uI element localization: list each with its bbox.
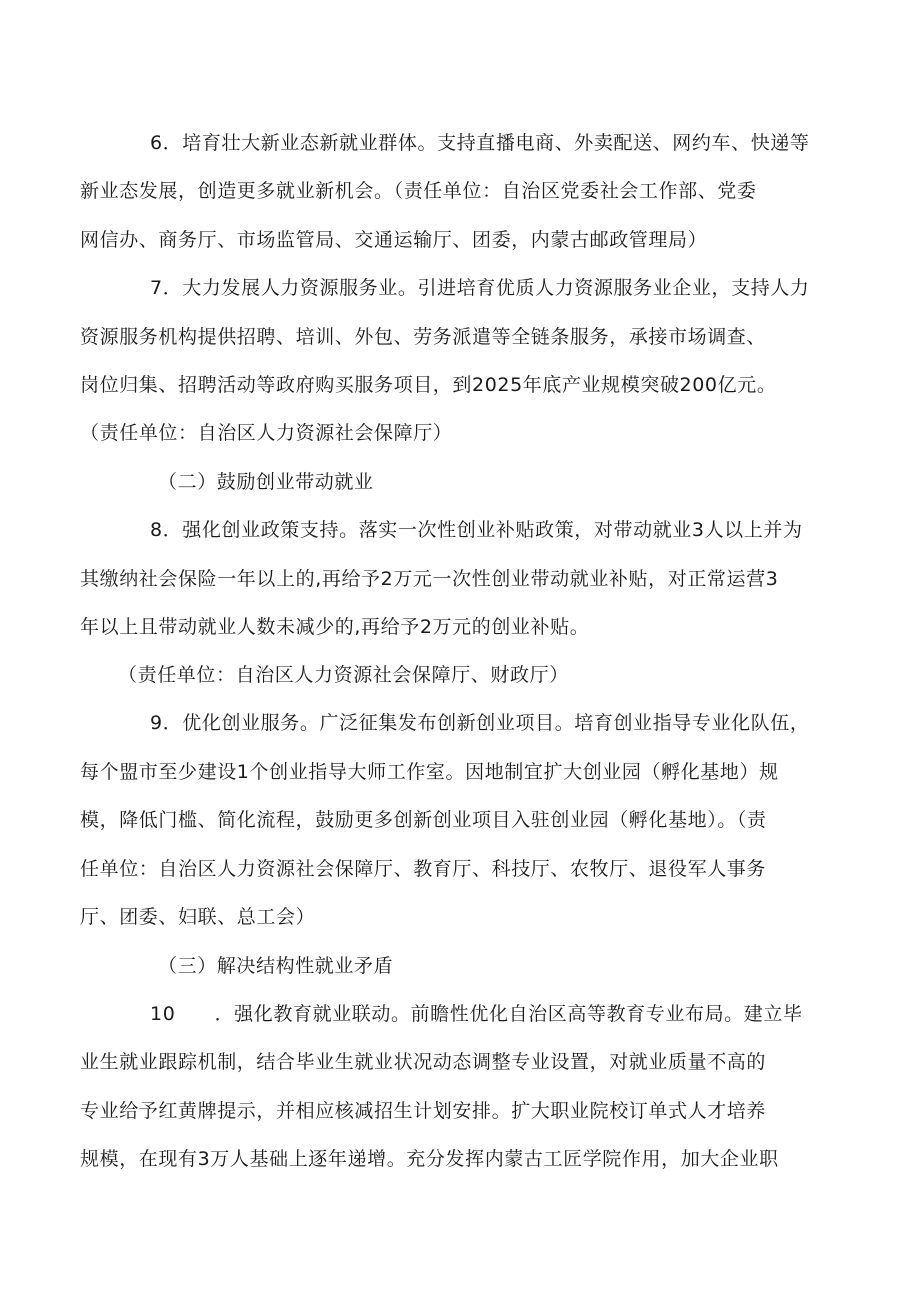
paragraph-6-line-2: 新业态发展，创造更多就业新机会。（责任单位：自治区党委社会工作部、党委 <box>80 180 757 202</box>
paragraph-9-line-5: 厅、团委、妇联、总工会） <box>80 906 316 928</box>
paragraph-9-line-1: 9．优化创业服务。广泛征集发布创新创业项目。培育创业指导专业化队伍， <box>150 712 810 734</box>
paragraph-8-line-3: 年以上且带动就业人数未减少的,再给予2万元的创业补贴。 <box>80 616 590 638</box>
section-heading-3: （三）解决结构性就业矛盾 <box>158 955 394 977</box>
paragraph-6-line-3: 网信办、商务厅、市场监管局、交通运输厅、团委，内蒙古邮政管理局） <box>80 229 708 251</box>
paragraph-6-line-1: 6．培育壮大新业态新就业群体。支持直播电商、外卖配送、网约车、快递等 <box>150 132 810 154</box>
paragraph-10-line-3: 专业给予红黄牌提示，并相应核减招生计划安排。扩大职业院校订单式人才培养 <box>80 1100 767 1122</box>
paragraph-9-line-2: 每个盟市至少建设1个创业指导大师工作室。因地制宜扩大创业园（孵化基地）规 <box>80 761 779 783</box>
paragraph-10-line-4: 规模，在现有3万人基础上逐年递增。充分发挥内蒙古工匠学院作用，加大企业职 <box>80 1148 779 1170</box>
section-heading-2: （二）鼓励创业带动就业 <box>158 471 374 493</box>
paragraph-8-line-2: 其缴纳社会保险一年以上的,再给予2万元一次性创业带动就业补贴，对正常运营3 <box>80 568 779 590</box>
paragraph-8-line-1: 8．强化创业政策支持。落实一次性创业补贴政策，对带动就业3人以上并为 <box>150 519 803 541</box>
paragraph-7-line-4: （责任单位：自治区人力资源社会保障厅） <box>80 422 453 444</box>
paragraph-7-line-1: 7．大力发展人力资源服务业。引进培育优质人力资源服务业企业，支持人力 <box>150 277 810 299</box>
paragraph-7-line-3: 岗位归集、招聘活动等政府购买服务项目，到2025年底产业规模突破200亿元。 <box>80 374 777 396</box>
paragraph-7-line-2: 资源服务机构提供招聘、培训、外包、劳务派遣等全链条服务，承接市场调查、 <box>80 326 767 348</box>
paragraph-10-line-2: 业生就业跟踪机制，结合毕业生就业状况动态调整专业设置，对就业质量不高的 <box>80 1051 767 1073</box>
paragraph-9-line-4: 任单位：自治区人力资源社会保障厅、教育厅、科技厅、农牧厅、退役军人事务 <box>80 858 767 880</box>
paragraph-10-line-1: 10 ．强化教育就业联动。前瞻性优化自治区高等教育专业布局。建立毕 <box>150 1003 803 1025</box>
paragraph-9-line-3: 模，降低门槛、简化流程，鼓励更多创新创业项目入驻创业园（孵化基地）。（责 <box>80 809 767 831</box>
paragraph-8-line-4: （责任单位：自治区人力资源社会保障厅、财政厅） <box>118 664 569 686</box>
